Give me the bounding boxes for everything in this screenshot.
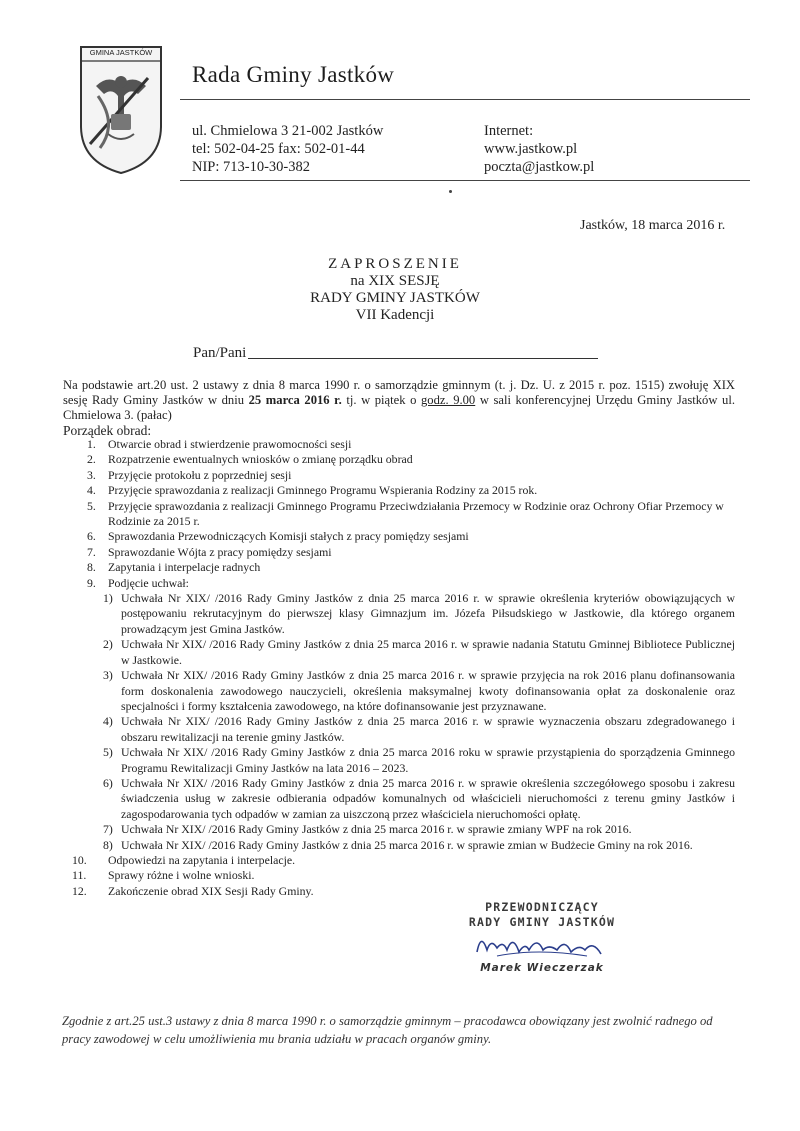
resolutions-list (63, 591, 735, 853)
agenda-item-text: Sprawy różne i wolne wnioski. (108, 868, 255, 883)
agenda-item-number: 1. (87, 437, 96, 451)
agenda-item (63, 529, 735, 544)
municipality-crest (78, 44, 164, 176)
agenda-item-text: Otwarcie obrad i stwierdzenie prawomocności sesji (108, 437, 352, 451)
agenda-item (63, 499, 735, 530)
resolution-item (63, 714, 735, 745)
agenda-item (63, 452, 735, 467)
agenda-heading: Porządek obrad: (63, 423, 152, 438)
website-link[interactable]: www.jastkow.pl (484, 141, 578, 157)
resolution-number: 6) (103, 775, 113, 790)
nip-line: NIP: 713-10-30-382 (192, 159, 311, 175)
agenda-item-text: Odpowiedzi na zapytania i interpelacje. (108, 852, 296, 867)
resolution-item (63, 745, 735, 776)
email-link[interactable]: poczta@jastkow.pl (484, 159, 595, 175)
legal-footer-note: Zgodnie z art.25 ust.3 ustawy z dnia 8 marca 1990 r. o samorządzie gminnym – pracodawca obowiązany jest zwolnić radnego od pracy zawodowej w celu umożliwienia mu brania udziału w pracach organów gminy. (62, 1014, 713, 1046)
intro-part-3: w sali konferencyjnej Urzędu Gminy Jastków ul. Chmielowa 3. (pałac) (63, 393, 735, 422)
agenda-item (63, 468, 735, 483)
resolution-item (63, 591, 735, 637)
resolution-text: Uchwała Nr XIX/ /2016 Rady Gminy Jastków z dnia 25 marca 2016 r. w sprawie zmiany WPF na rok 2016. (121, 822, 632, 837)
addressee-label: Pan/Pani (193, 345, 247, 361)
org-name: Rada Gminy Jastków (192, 62, 395, 87)
resolution-item (63, 637, 735, 668)
session-time: godz. 9.00 (420, 393, 476, 407)
title-line-2: na XIX SESJĘ (350, 273, 440, 289)
agenda-item-number: 11. (72, 868, 87, 883)
agenda-item (63, 560, 735, 575)
phone-line: tel: 502-04-25 fax: 502-01-44 (192, 141, 365, 157)
addressee-blank-line (248, 358, 598, 359)
agenda-item-number: 9. (87, 575, 96, 590)
resolution-number: 5) (103, 745, 113, 760)
stamp-council: RADY GMINY JASTKÓW (468, 915, 616, 929)
header-divider-bottom (180, 180, 750, 181)
agenda-item-text: Podjęcie uchwał: (108, 575, 189, 590)
agenda-item-number: 12. (72, 883, 87, 898)
agenda-item (63, 884, 735, 899)
agenda-item-text: Przyjęcie protokołu z poprzedniej sesji (108, 467, 292, 482)
resolution-text: Uchwała Nr XIX/ /2016 Rady Gminy Jastków z dnia 25 marca 2016 r. w sprawie wyznaczenia obszaru zdegradowanego i obszaru rewitalizacji na terenie gminy Jastków. (121, 714, 735, 744)
agenda-item-number: 8. (87, 560, 96, 575)
agenda-item (63, 868, 735, 883)
scan-speck (449, 190, 452, 193)
agenda-item (63, 576, 735, 853)
agenda-item-number: 6. (87, 529, 96, 544)
resolution-text: Uchwała Nr XIX/ /2016 Rady Gminy Jastków z dnia 25 marca 2016 r. w sprawie zmian w Budżecie Gminy na rok 2016. (121, 837, 693, 852)
chairman-name: Marek Wieczerzak (480, 962, 604, 974)
resolution-item (63, 822, 735, 837)
agenda-item-text: Zakończenie obrad XIX Sesji Rady Gminy. (108, 883, 314, 898)
address-block (192, 122, 383, 176)
resolution-text: Uchwała Nr XIX/ /2016 Rady Gminy Jastków z dnia 25 marca 2016 r. w sprawie nadania Statutu Gminnej Bibliotece Publicznej w Jastkowie. (121, 637, 735, 667)
resolution-text: Uchwała Nr XIX/ /2016 Rady Gminy Jastków z dnia 25 marca 2016 r. w sprawie przyjęcia na rok 2016 planu dofinansowania form doskonalenia zawodowego nauczycieli, określenia maksymalnej kwoty dofinansowania opłat za doskonalenie oraz specjalności i formy kształcenia zawodowego, na które dofinansowanie jest przyznawane. (121, 668, 735, 713)
agenda-item-number: 4. (87, 483, 96, 498)
chairman-signature-stamp (452, 900, 632, 974)
invitation-title (240, 256, 550, 324)
resolution-text: Uchwała Nr XIX/ /2016 Rady Gminy Jastków z dnia 25 marca 2016 roku w sprawie przystąpienia do sporządzenia Gminnego Programu Rewitalizacji Gminy Jastków na lata 2016 – 2023. (121, 745, 735, 775)
session-date: 25 marca 2016 r. (248, 393, 342, 407)
agenda-item-number: 3. (87, 467, 96, 482)
document-date: Jastków, 18 marca 2016 r. (580, 218, 726, 233)
resolution-item (63, 776, 735, 822)
resolution-number: 3) (103, 668, 113, 683)
agenda-item-text: Przyjęcie sprawozdania z realizacji Gminnego Programu Wspierania Rodziny za 2015 rok. (108, 483, 538, 498)
resolution-number: 7) (103, 822, 113, 837)
resolution-text: Uchwała Nr XIX/ /2016 Rady Gminy Jastków z dnia 25 marca 2016 r. w sprawie określenia szczegółowego sposobu i zakresu świadczenia usług w zakresie odbierania odpadów komunalnych od właścicieli nieruchomości z terenu gminy Jastków i zagospodarowania tych odpadów w zamian za uiszczoną przez właściciela nieruchomości opłatę. (121, 775, 735, 821)
agenda-item (63, 483, 735, 498)
handwritten-signature-icon (467, 930, 617, 960)
agenda-item-text: Przyjęcie sprawozdania z realizacji Gminnego Programu Przeciwdziałania Przemocy w Rodzinie oraz Ochrony Ofiar Przemocy w Rodzinie za 2015 r. (108, 498, 724, 529)
intro-part-1: Na podstawie art.20 ust. 2 ustawy z dnia 8 marca 1990 r. o samorządzie gminnym (t. j. Dz. U. z 2015 r. poz. 1515) zwołuję XIX sesję Rady Gminy Jastków w dniu (63, 378, 735, 407)
agenda-item-number: 10. (72, 852, 87, 867)
agenda-item-text: Sprawozdanie Wójta z pracy pomiędzy sesjami (108, 544, 332, 559)
resolution-number: 4) (103, 714, 113, 729)
agenda-item-text: Rozpatrzenie ewentualnych wniosków o zmianę porządku obrad (108, 452, 413, 467)
title-line-3: RADY GMINY JASTKÓW (310, 290, 480, 306)
resolution-item (63, 838, 735, 853)
crest-label: GMINA JASTKÓW (89, 48, 153, 57)
agenda-item-number: 5. (87, 498, 96, 513)
agenda-item (63, 437, 735, 452)
resolution-number: 8) (103, 837, 113, 852)
agenda-item-number: 7. (87, 544, 96, 559)
resolution-number: 1) (103, 591, 113, 606)
crest-emblem-icon (78, 44, 164, 176)
agenda-item-number: 2. (87, 452, 96, 467)
intro-paragraph (63, 378, 735, 423)
internet-label: Internet: (484, 123, 534, 139)
agenda-list (63, 437, 735, 899)
header-divider-top (180, 99, 750, 100)
stamp-title: PRZEWODNICZĄCY (485, 900, 599, 914)
title-line-4: VII Kadencji (355, 307, 435, 323)
agenda-item-text: Zapytania i interpelacje radnych (108, 560, 261, 575)
title-line-1: ZAPROSZENIE (328, 256, 462, 272)
agenda-item (63, 545, 735, 560)
resolution-text: Uchwała Nr XIX/ /2016 Rady Gminy Jastków z dnia 25 marca 2016 r. w sprawie określenia kryteriów obowiązujących w postępowaniu rekrutacyjnym do pierwszej klasy Gimnazjum im. Józefa Piłsudskiego w Jastkowie, dla którego organem prowadzącym jest Gmina Jastków. (121, 591, 735, 636)
intro-part-2: tj. w piątek o (341, 393, 421, 407)
resolution-number: 2) (103, 637, 113, 652)
agenda-item (63, 853, 735, 868)
address-line: ul. Chmielowa 3 21-002 Jastków (192, 123, 384, 139)
agenda-item-text: Sprawozdania Przewodniczących Komisji stałych z pracy pomiędzy sesjami (108, 529, 469, 544)
internet-block (484, 122, 594, 176)
resolution-item (63, 668, 735, 714)
